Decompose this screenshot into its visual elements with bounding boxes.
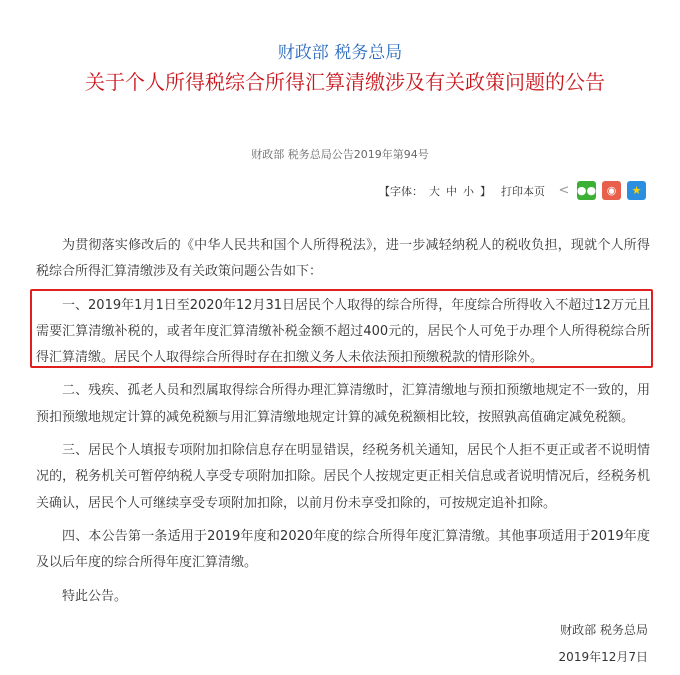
share-icon[interactable]: < xyxy=(558,183,570,198)
weibo-share-icon[interactable]: ◉ xyxy=(602,181,621,200)
paragraph-4: 四、本公告第一条适用于2019年度和2020年度的综合所得年度汇算清缴。其他事项适用于2019年度及以后年度的综合所得年度汇算清缴。 xyxy=(36,528,650,571)
print-link[interactable]: 打印本页 xyxy=(501,184,545,198)
toolbar xyxy=(379,181,646,200)
paragraph-closing: 特此公告。 xyxy=(62,588,128,604)
font-medium-link[interactable]: 中 xyxy=(446,184,457,198)
font-large-link[interactable]: 大 xyxy=(429,184,440,198)
highlight-box xyxy=(30,289,653,368)
signature: 财政部 税务总局 xyxy=(560,623,648,637)
paragraph-1: 一、2019年1月1日至2020年12月31日居民个人取得的综合所得，年度综合所得收入不超过12万元且需要汇算清缴补税的，或者年度汇算清缴补税金额不超过400元的，居民个人可免于办理个人所得税综合所得汇算清缴。居民个人取得综合所得时存在扣缴义务人未依法预扣预缴税款的情形除外。 xyxy=(36,297,650,366)
paragraph-2: 二、残疾、孤老人员和烈属取得综合所得办理汇算清缴时，汇算清缴地与预扣预缴地规定不一致的，用预扣预缴地规定计算的减免税额与用汇算清缴地规定计算的减免税额相比较，按照孰高值确定减免税额。 xyxy=(36,383,650,425)
paragraph-intro: 为贯彻落实修改后的《中华人民共和国个人所得税法》，进一步减轻纳税人的税收负担，现就个人所得税综合所得汇算清缴涉及有关政策问题公告如下： xyxy=(36,238,650,280)
font-size-label-close: 】 xyxy=(480,184,491,198)
font-small-link[interactable]: 小 xyxy=(463,184,474,198)
page-title: 关于个人所得税综合所得汇算清缴涉及有关政策问题的公告 xyxy=(85,70,605,94)
issue-date: 2019年12月7日 xyxy=(558,650,648,664)
issuing-org: 财政部 税务总局 xyxy=(277,43,403,63)
font-size-label-open: 【字体： xyxy=(379,184,423,198)
paragraph-3: 三、居民个人填报专项附加扣除信息存在明显错误，经税务机关通知，居民个人拒不更正或者不说明情况的，税务机关可暂停纳税人享受专项附加扣除。居民个人按规定更正相关信息或者说明情况后，经税务机关确认，居民个人可继续享受专项附加扣除，以前月份未享受扣除的，可按规定追补扣除。 xyxy=(36,443,650,511)
wechat-share-icon[interactable]: ●● xyxy=(577,181,596,200)
qzone-share-icon[interactable]: ★ xyxy=(627,181,646,200)
doc-number: 财政部 税务总局公告2019年第94号 xyxy=(251,148,429,161)
